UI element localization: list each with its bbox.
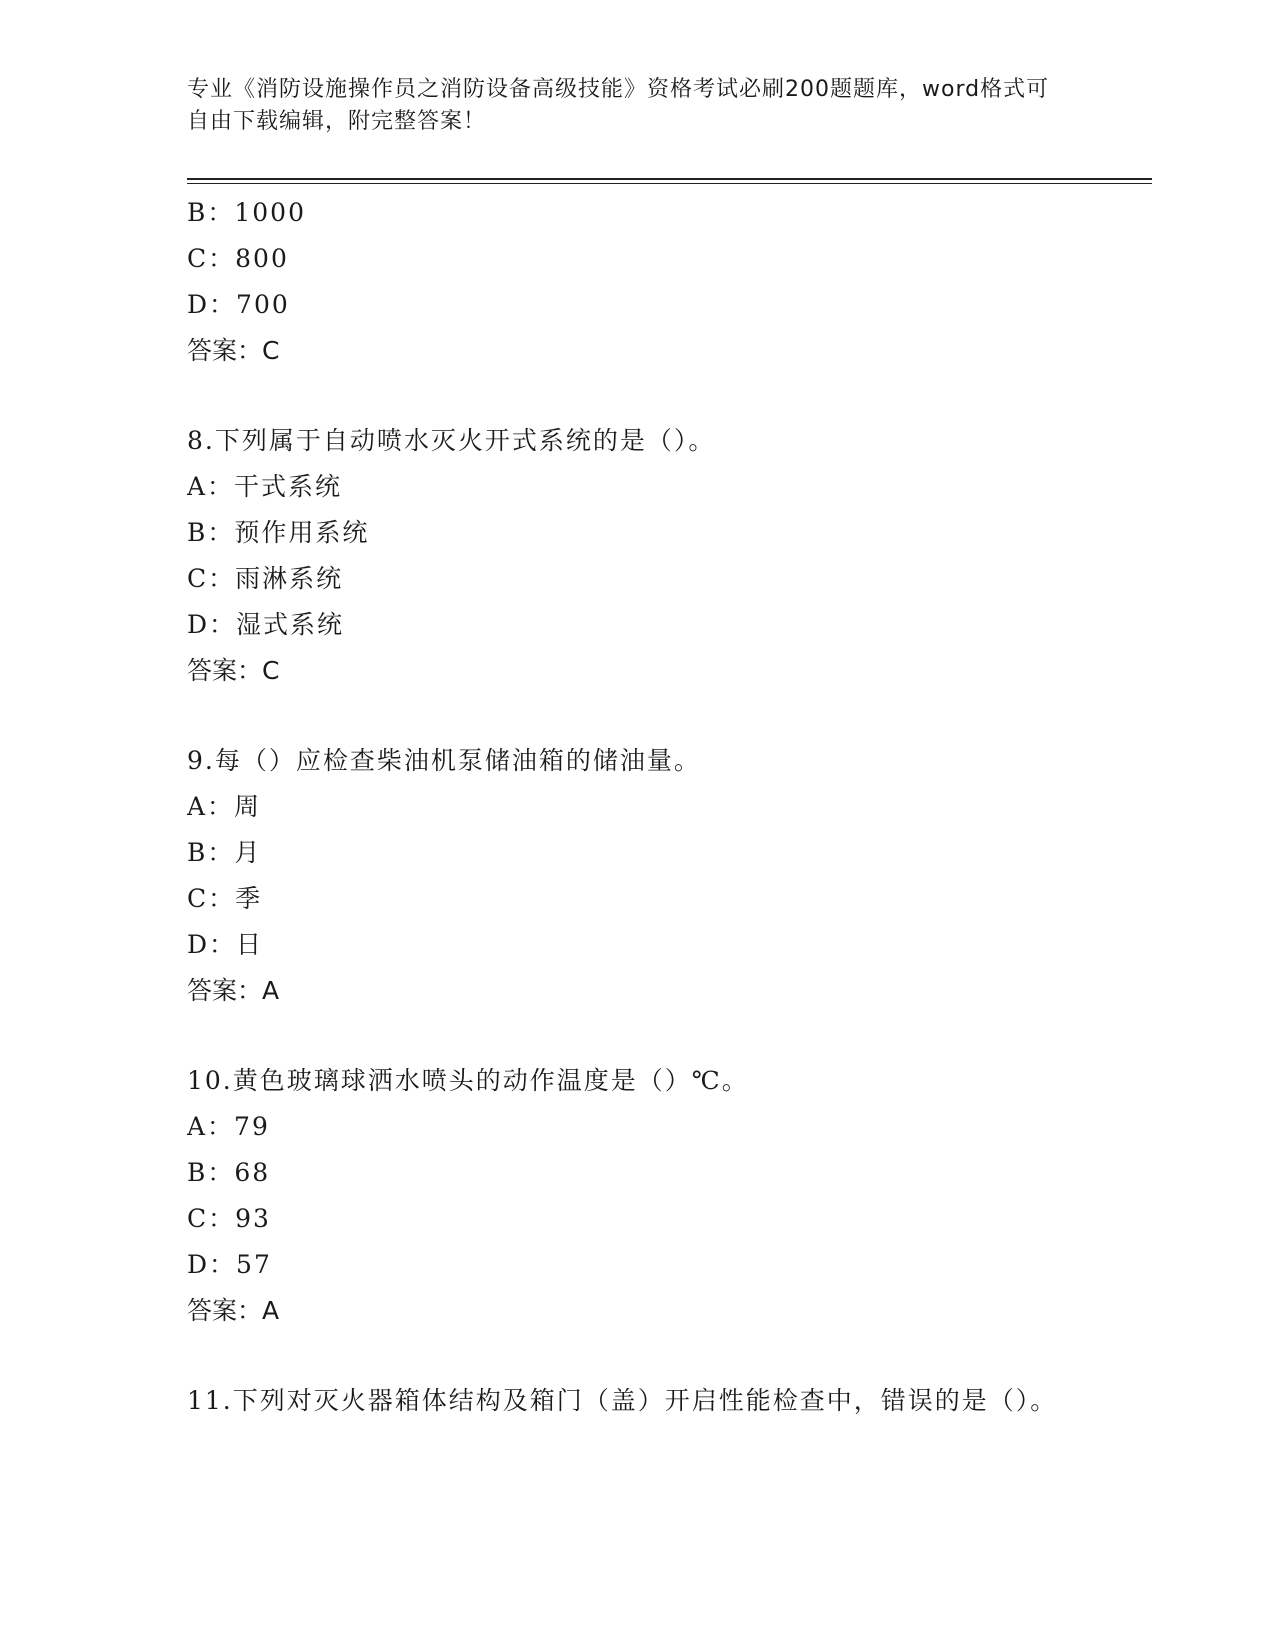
option-b: B：68 — [187, 1158, 271, 1187]
question-stem: 9.每（）应检查柴油机泵储油箱的储油量。 — [187, 746, 701, 775]
answer-line: 答案：A — [187, 1296, 280, 1325]
answer-line: 答案：A — [187, 976, 280, 1005]
answer-line: 答案：C — [187, 336, 280, 365]
header-rule-thin — [187, 183, 1152, 184]
option-c: C：雨淋系统 — [187, 564, 344, 593]
previous-question-tail — [187, 190, 1087, 374]
option-d: D：湿式系统 — [187, 610, 345, 639]
option-c: C：800 — [187, 244, 289, 273]
document-header: 专业《消防设施操作员之消防设备高级技能》资格考试必刷200题题库，word格式可自由下载编辑，附完整答案！ — [187, 77, 1050, 134]
option-a: A：79 — [187, 1112, 270, 1141]
option-c: C：季 — [187, 884, 263, 913]
question-11 — [187, 1378, 1087, 1424]
option-d: D：日 — [187, 930, 264, 959]
option-b: B：1000 — [187, 198, 306, 227]
question-list — [187, 190, 1087, 1424]
question-stem: 8.下列属于自动喷水灭火开式系统的是（）。 — [187, 426, 716, 455]
option-d: D：700 — [187, 290, 290, 319]
option-d: D：57 — [187, 1250, 272, 1279]
answer-line: 答案：C — [187, 656, 280, 685]
question-10 — [187, 1058, 1087, 1334]
header-rule-thick — [187, 178, 1152, 180]
question-stem: 11.下列对灭火器箱体结构及箱门（盖）开启性能检查中，错误的是（）。 — [187, 1386, 1058, 1415]
option-c: C：93 — [187, 1204, 271, 1233]
option-b: B：月 — [187, 838, 262, 867]
option-b: B：预作用系统 — [187, 518, 370, 547]
question-8 — [187, 418, 1087, 694]
option-a: A：周 — [187, 792, 262, 821]
option-a: A：干式系统 — [187, 472, 343, 501]
question-9 — [187, 738, 1087, 1014]
question-stem: 10.黄色玻璃球洒水喷头的动作温度是（）℃。 — [187, 1066, 749, 1095]
